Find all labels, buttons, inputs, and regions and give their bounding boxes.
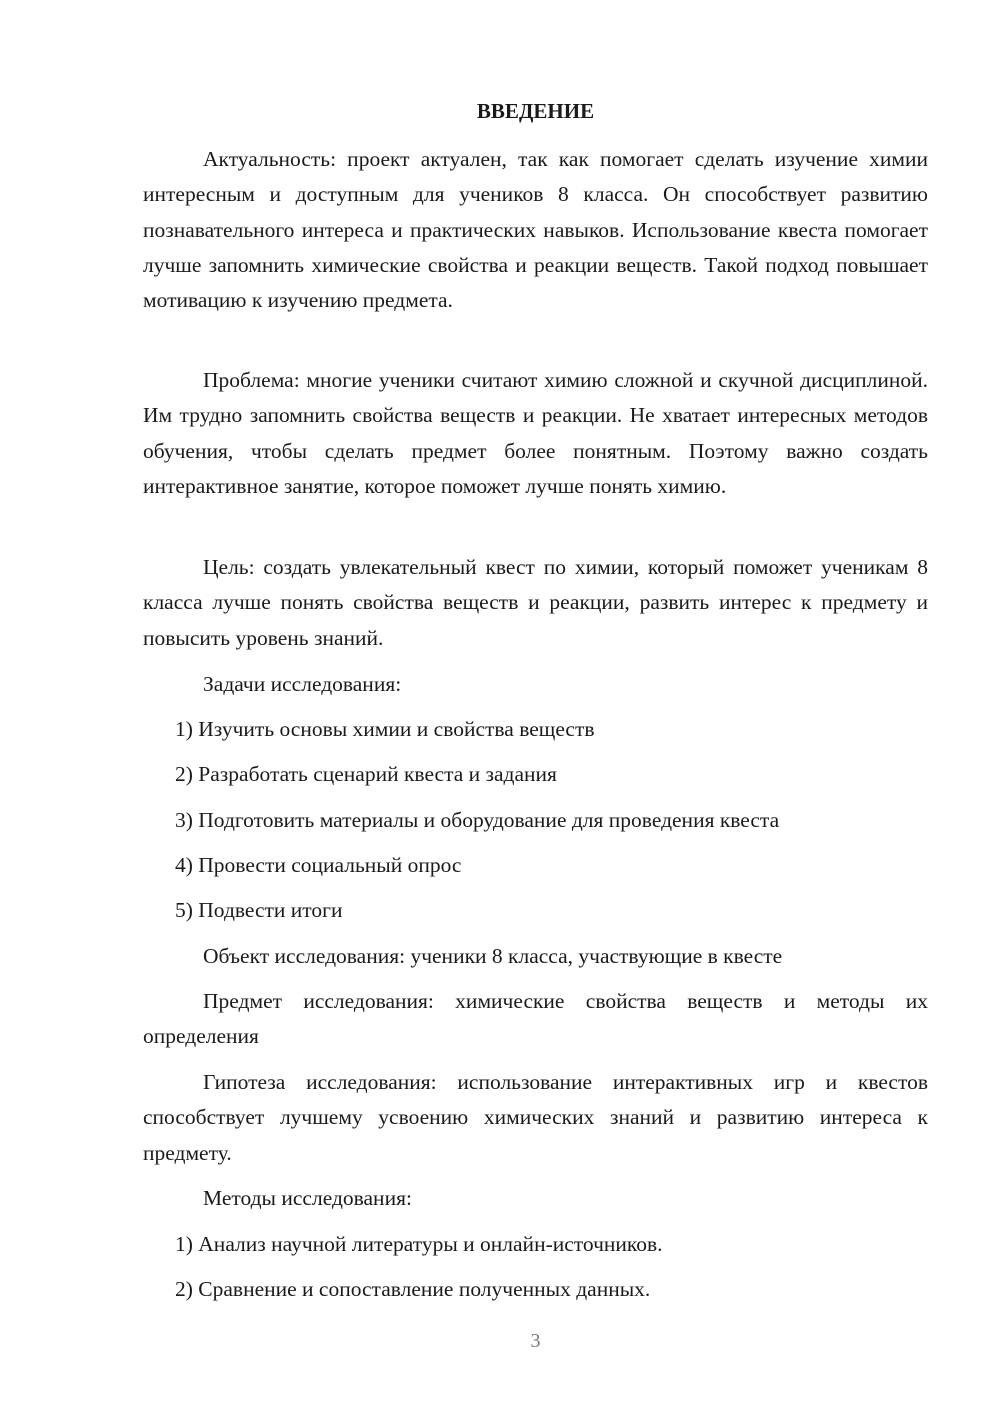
section-title: ВВЕДЕНИЕ (476, 99, 595, 123)
task-item: 4) Провести социальный опрос (175, 853, 462, 877)
page-number: 3 (530, 1330, 541, 1352)
task-item: 1) Изучить основы химии и свойства веществ (175, 717, 595, 741)
hypothesis-paragraph: Гипотеза исследования: использование интерактивных игр и квестов способствует лучшему усвоению химических знаний и развитию интереса к предмету. (143, 1070, 928, 1165)
problem-paragraph: Проблема: многие ученики считают химию сложной и скучной дисциплиной. Им трудно запомнить свойства веществ и реакции. Не хватает интересных методов обучения, чтобы сделать предмет более понятным. Поэтому важно создать интерактивное занятие, которое поможет лучше понять химию. (143, 368, 928, 498)
methods-heading: Методы исследования: (203, 1186, 412, 1210)
relevance-paragraph: Актуальность: проект актуален, так как помогает сделать изучение химии интересным и доступным для учеников 8 класса. Он способствует развитию познавательного интереса и практических навыков. Использование квеста помогает лучше запомнить химические свойства и реакции веществ. Такой подход повышает мотивацию к изучению предмета. (143, 147, 928, 313)
object-paragraph: Объект исследования: ученики 8 класса, участвующие в квесте (203, 944, 783, 968)
subject-paragraph: Предмет исследования: химические свойства веществ и методы их определения (143, 989, 928, 1049)
goal-paragraph: Цель: создать увлекательный квест по химии, который поможет ученикам 8 класса лучше понять свойства веществ и реакции, развить интерес к предмету и повысить уровень знаний. (143, 555, 928, 650)
method-item: 1) Анализ научной литературы и онлайн-источников. (175, 1232, 663, 1256)
tasks-heading: Задачи исследования: (203, 672, 402, 696)
task-item: 3) Подготовить материалы и оборудование для проведения квеста (175, 808, 780, 832)
method-item: 2) Сравнение и сопоставление полученных данных. (175, 1277, 651, 1301)
task-item: 2) Разработать сценарий квеста и задания (175, 762, 557, 786)
task-item: 5) Подвести итоги (175, 898, 343, 922)
